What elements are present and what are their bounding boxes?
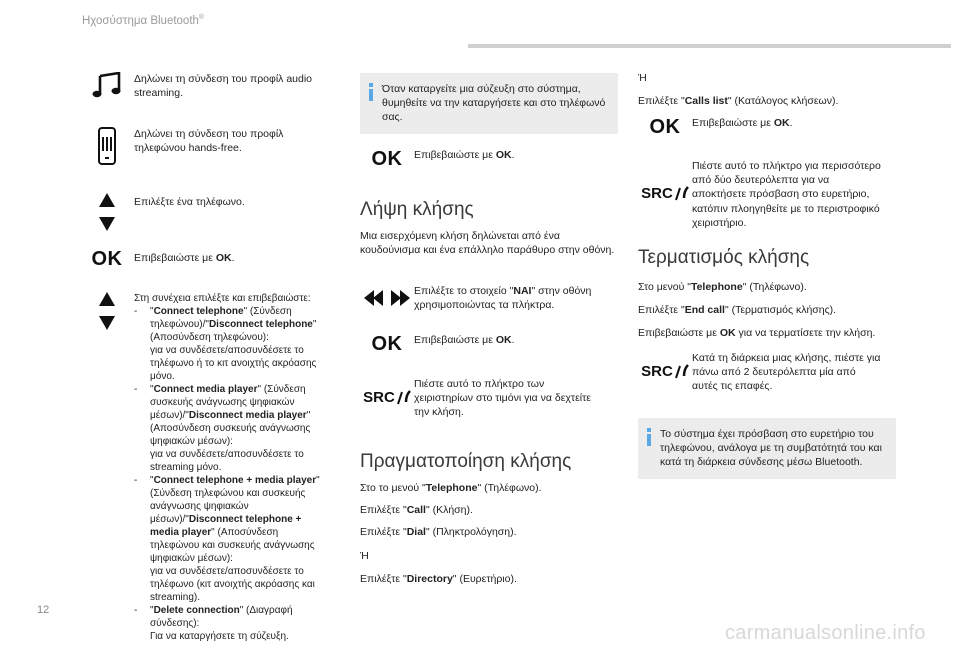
ok-button-icon: OK [91,248,123,270]
phone-profile-text: Δηλώνει τη σύνδεση του προφίλ τηλεφώνου hands-free. [134,128,284,155]
ok-icon-cell [360,146,414,173]
heading-receive-call: Λήψη κλήσης [360,199,474,220]
select-call-text: Επιλέξτε "Call" (Κλήση). [360,504,473,516]
src-directory-text: Πιέστε αυτό το πλήκτρο για περισσότερο από δύο δευτερόλεπτα για να αποκτήσετε πρόσβαση στο ευρετήριο, κατόπιν πλοηγηθείτε με το περιστροφικό χειριστήριο. [692,160,881,229]
phone-handsfree-icon [80,127,134,165]
ok-icon-cell [360,331,414,358]
ok-icon-cell [638,114,692,141]
src-icon-cell [638,351,692,394]
select-calls-list-text: Επιλέξτε "Calls list" (Κατάλογος κλήσεων). [638,95,839,107]
row-select-phone [80,193,330,231]
heading-end-call: Τερματισμός κλήσης [638,247,810,268]
ok-button-icon: OK [371,333,403,355]
row-confirm-4 [638,114,898,141]
src-end-text: Κατά τη διάρκεια μιας κλήσης, πιέστε για πάνω από 2 δευτερόλεπτα μία από αυτές τις επαφές. [692,352,881,393]
info-box-directory [638,418,896,479]
src-icon-cell [360,377,414,420]
select-phone-text: Επιλέξτε ένα τηλέφωνο. [134,196,245,208]
row-select-yes [360,284,620,312]
select-directory-text: Επιλέξτε "Directory" (Ευρετήριο). [360,573,517,585]
select-dial-text: Επιλέξτε "Dial" (Πληκτρολόγηση). [360,526,517,538]
row-confirm-1 [80,246,330,273]
or-text: Ή [360,550,369,562]
info-unpair-text: Όταν καταργείτε μια σύζευξη στο σύστημα, θυμηθείτε να την καταργήσετε και στο τηλέφωνό σας. [382,83,606,124]
src-icon-cell [638,159,692,230]
list-item: - "Delete connection" (Διαγραφή σύνδεσης): Για να καταργήσετε τη σύζευξη. [134,605,293,642]
left-right-arrows-icon [364,290,410,306]
end-confirm-text: Επιβεβαιώστε με OK για να τερματίσετε την κλήση. [638,327,876,339]
list-item: - "Connect telephone" (Σύνδεση τηλεφώνου)/"Disconnect telephone" (Αποσύνδεση τηλεφώνου): για να συνδέσετε/αποσυνδέσετε το τηλέφωνο ή το κιτ ανοιχτής ακρόασης μόνο. [134,306,317,382]
src-accept-text: Πιέστε αυτό το πλήκτρο των χειριστηρίων στο τιμόνι για να δεχτείτε την κλήση. [414,378,591,419]
then-select-block [134,292,326,643]
up-down-arrows-icon [99,193,115,231]
row-then-select [80,292,330,643]
receive-call-text: Μια εισερχόμενη κλήση δηλώνεται από ένα κουδούνισμα και ένα επάλληλο παράθυρο στην οθόνη. [360,230,615,257]
list-item: - "Connect media player" (Σύνδεση συσκευής ανάγνωσης ψηφιακών μέσων)/"Disconnect media player" (Αποσύνδεση συσκευής ανάγνωσης ψηφιακών μέσων): για να συνδέσετε/αποσυνδέσετε το streaming μόνο. [134,384,311,473]
confirm-text: Επιβεβαιώστε με OK. [692,117,793,129]
info-directory-text: Το σύστημα έχει πρόσβαση στο ευρετήριο του τηλεφώνου, ανάλογα με τη συμβατότητά του και κατά τη διάρκεια σύνδεσης μέσω Bluetooth. [660,428,882,469]
up-down-icon-cell [80,193,134,231]
info-box-unpair [360,73,618,134]
then-select-text: Στη συνέχεια επιλέξτε και επιβεβαιώστε: [134,293,311,304]
menu-telephone-text: Στο μενού "Telephone" (Τηλέφωνο). [638,281,807,293]
list-item: - "Connect telephone + media player" (Σύνδεση τηλεφώνου και συσκευής ανάγνωσης ψηφιακών μέσων)/"Disconnect telephone + media player" (Αποσύνδεση τηλεφώνου και συσκευής ανάγνωσης ψηφιακών μέσων): για να συνδέσετε/αποσυνδέσετε το τηλέφωνο (κιτ ανοιχτής ακρόασης και streaming). [134,475,320,603]
up-down-icon-cell-2 [80,292,134,643]
row-src-end [638,351,898,394]
row-confirm-3 [360,331,620,358]
row-confirm-2 [360,146,620,173]
music-note-icon [80,72,134,100]
header-rule [468,44,951,48]
ok-button-icon: OK [649,116,681,138]
left-right-icon-cell [360,284,414,312]
audio-profile-text: Δηλώνει τη σύνδεση του προφίλ audio streaming. [134,73,313,100]
confirm-text: Επιβεβαιώστε με OK. [134,252,235,264]
row-phone-profile [80,127,330,165]
confirm-text: Επιβεβαιώστε με OK. [414,149,515,161]
watermark: carmanualsonline.info [725,622,926,644]
row-audio-profile [80,72,330,100]
select-end-call-text: Επιλέξτε "End call" (Τερματισμός κλήσης). [638,304,837,316]
src-phone-icon: SRC [363,377,411,420]
or-text: Ή [638,72,647,84]
ok-icon-cell [80,246,134,273]
menu-telephone-text: Στο το μενού "Telephone" (Τηλέφωνο). [360,482,542,494]
heading-make-call: Πραγματοποίηση κλήσης [360,451,572,472]
info-icon [646,428,652,446]
confirm-text: Επιβεβαιώστε με OK. [414,334,515,346]
row-src-directory [638,159,898,230]
up-down-arrows-icon [99,292,115,643]
select-yes-text: Επιλέξτε το στοιχείο "NAI" στην οθόνη χρησιμοποιώντας τα πλήκτρα. [414,285,592,312]
info-icon [368,83,374,101]
src-phone-icon: SRC [641,159,689,230]
header-title-sup: ® [198,14,205,21]
page-header-title [82,13,204,29]
src-phone-icon: SRC [641,351,689,394]
page-number: 12 [37,604,50,616]
header-title-text: Ηχοσύστημα Bluetooth [82,14,199,27]
row-src-accept [360,377,620,420]
ok-button-icon: OK [371,148,403,170]
